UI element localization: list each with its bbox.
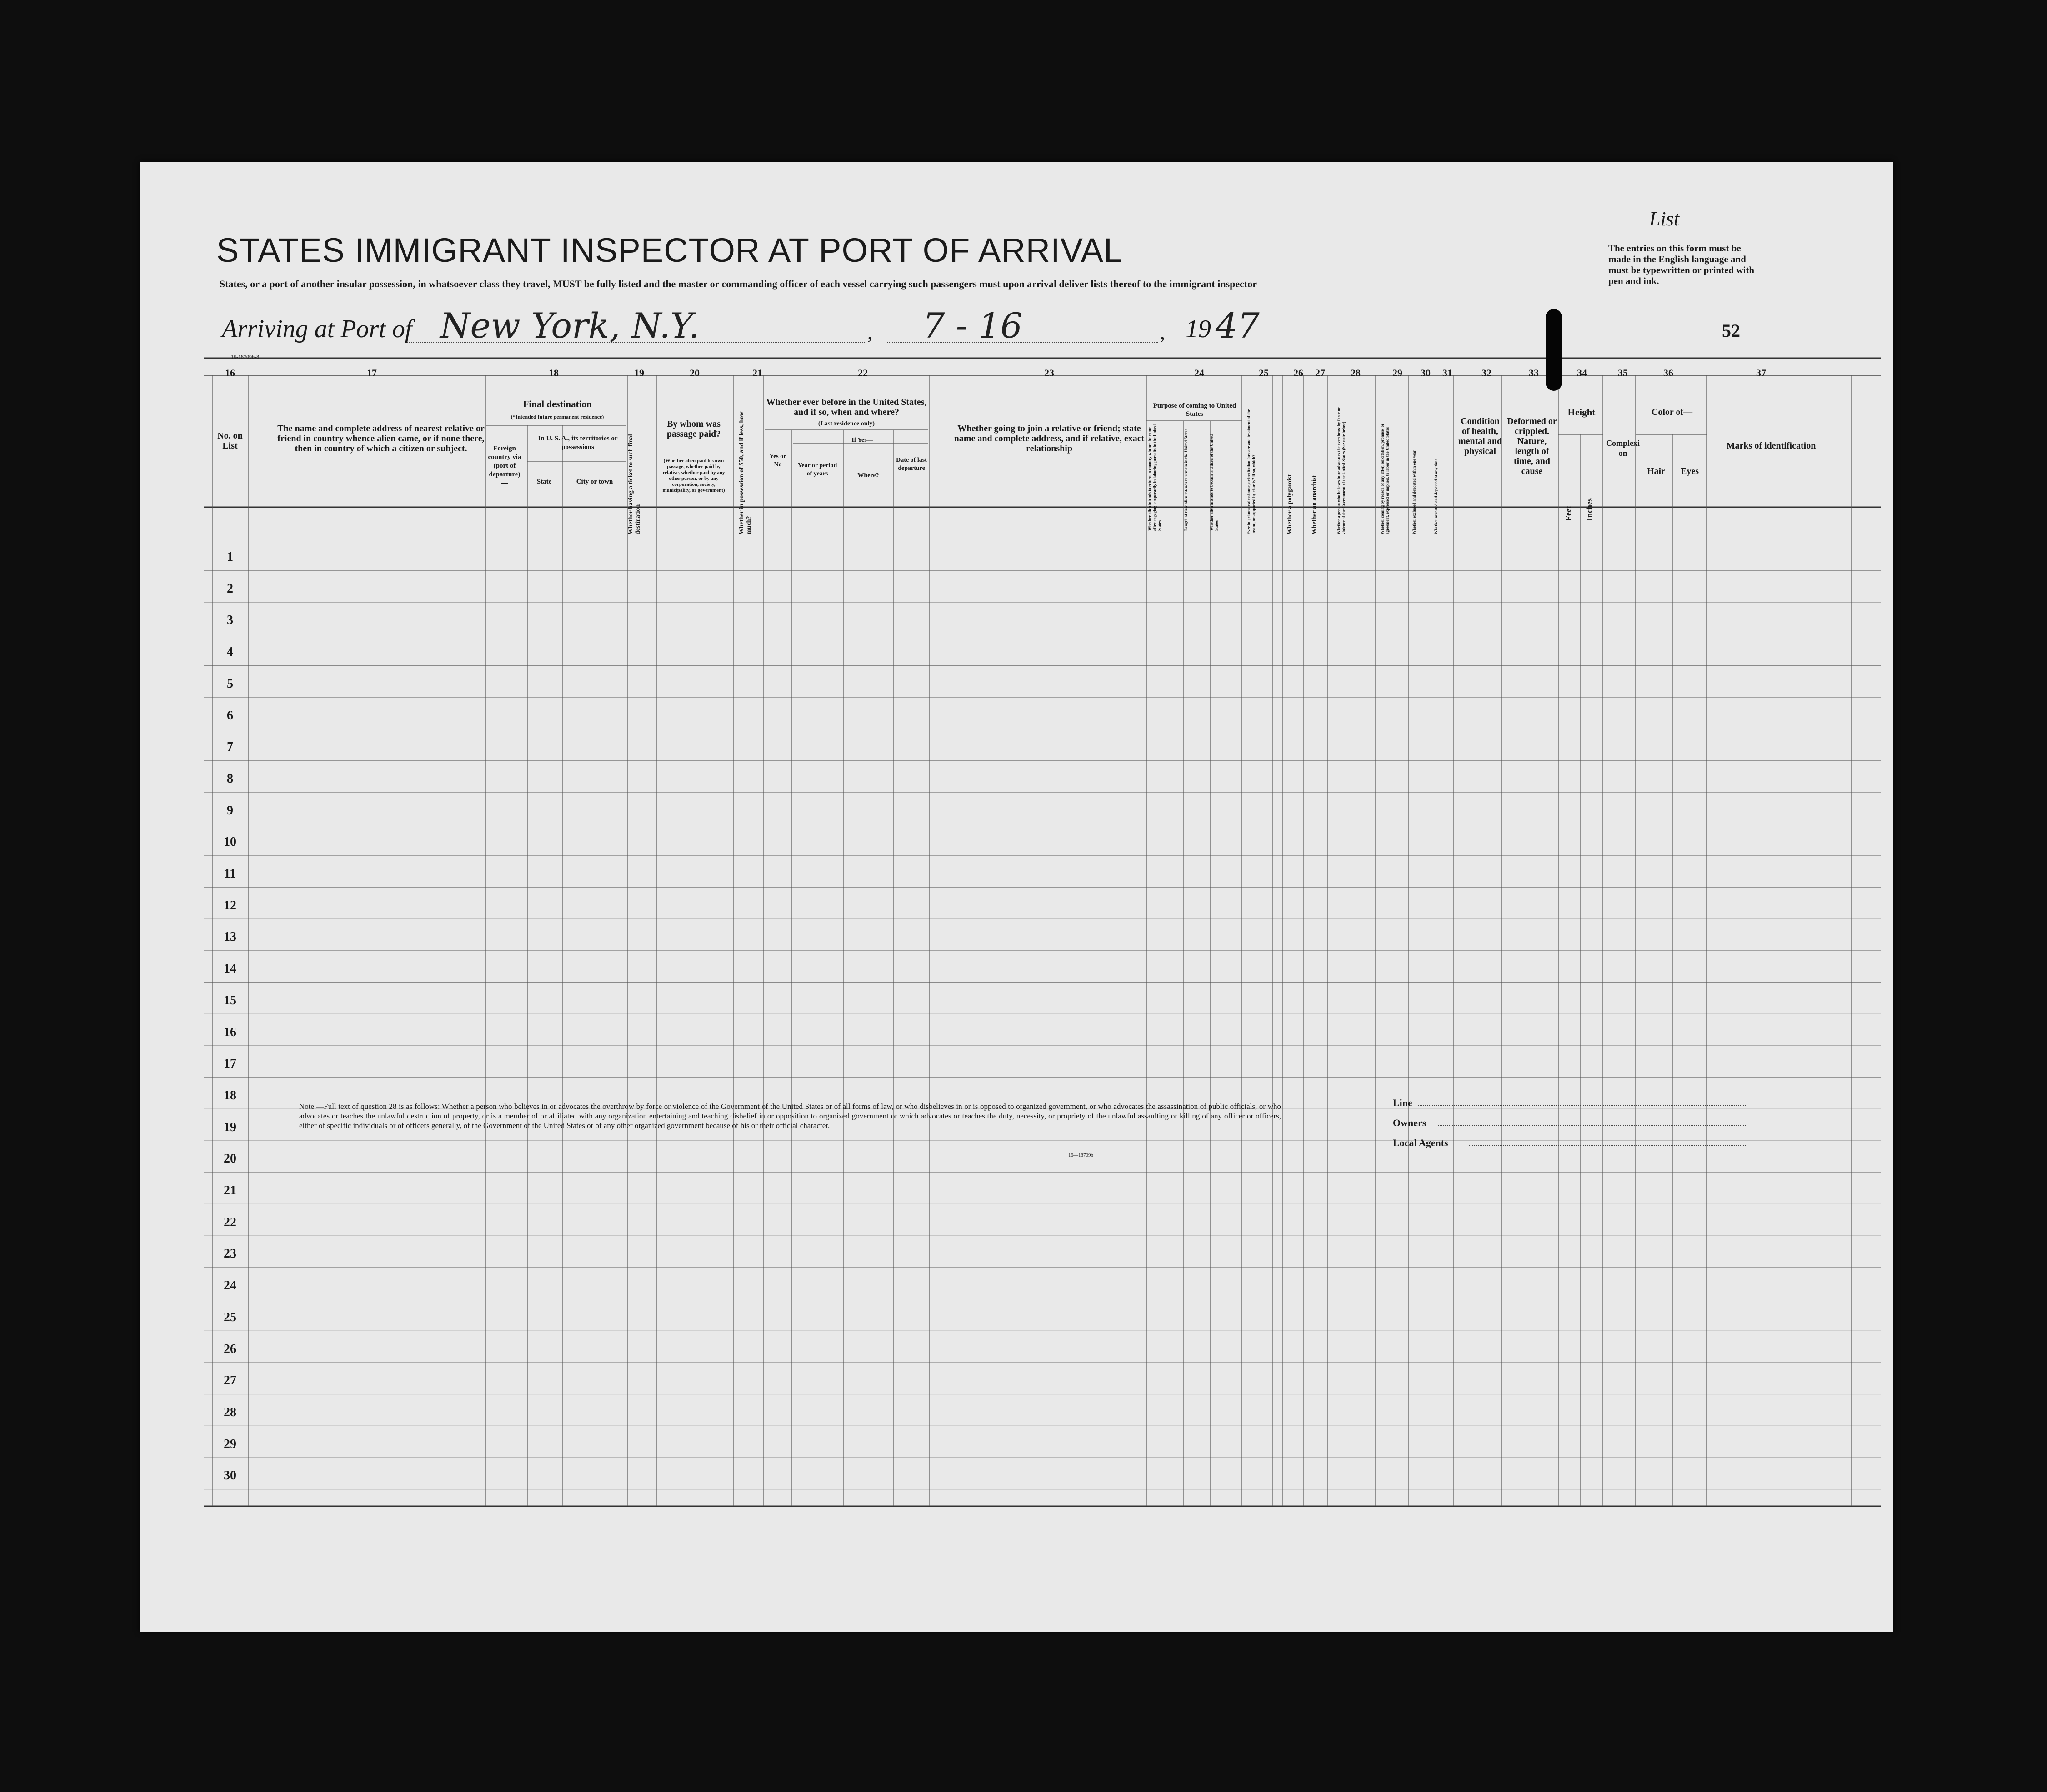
row-number: 28 bbox=[224, 1405, 236, 1419]
col-num-22: 22 bbox=[858, 367, 868, 379]
header-eyes: Eyes bbox=[1681, 466, 1699, 476]
header-no-on-list: No. on List bbox=[217, 431, 243, 451]
header-purpose-return: Whether alien intends to return to country whence he came after engaging temporarily in laboring pursuits in the United States bbox=[1147, 424, 1162, 531]
col-num-37: 37 bbox=[1756, 367, 1766, 379]
header-fifty-dollars: Whether in possession of $50, and if less, how much? bbox=[738, 411, 752, 534]
col-num-18: 18 bbox=[549, 367, 559, 379]
col-num-24: 24 bbox=[1194, 367, 1204, 379]
header-condition-health: Condition of health, mental and physical bbox=[1458, 416, 1502, 456]
row-number: 16 bbox=[224, 1025, 236, 1039]
row-number: 12 bbox=[224, 898, 236, 913]
row-number: 17 bbox=[224, 1057, 236, 1071]
row-number: 10 bbox=[224, 835, 236, 849]
footer-note: Note.—Full text of question 28 is as follows: Whether a person who believes in or advocates the overthrow by force or violence of the Government of the United States or of all forms of law, or who disbelieves in or is opposed to organized government, or who advocates the assassination of public officials, or who advocates or teaches the unlawful destruction of property, or is a member of or affiliated with any organization entertaining and teaching disbelief in or opposition to organized government or which advocates or teaches the duty, necessity, or propriety of the unlawful assaulting or killing of any officer or officers, either of specific individuals or of officers generally, of the Government of the United States or of any other organized government because of his or their official character. bbox=[299, 1102, 1281, 1130]
port-value: New York, N.Y. bbox=[440, 305, 700, 346]
header-polygamist: Whether a polygamist bbox=[1286, 474, 1293, 534]
header-foreign-country: Foreign country via (port of departure)— bbox=[488, 445, 521, 487]
list-label: List bbox=[1649, 208, 1680, 230]
instructions-line-4: pen and ink. bbox=[1608, 275, 1659, 286]
header-complexion: Complexion bbox=[1606, 439, 1640, 458]
header-deformed: Deformed or crippled. Nature, length of time, and cause bbox=[1507, 416, 1557, 476]
row-number: 21 bbox=[224, 1183, 236, 1198]
header-color-of: Color of— bbox=[1651, 407, 1693, 417]
footer-agents-label: Local Agents bbox=[1393, 1137, 1448, 1148]
arriving-label: Arriving at Port of bbox=[222, 315, 412, 343]
instructions-line-2: made in the English language and bbox=[1608, 254, 1746, 265]
header-passage-paid-note: (Whether alien paid his own passage, whether paid by relative, whether paid by any other person, or by any corporation, society, municipality, or government) bbox=[662, 458, 725, 493]
footer-form-code: 16—18709b bbox=[1068, 1153, 1093, 1158]
year-value: 47 bbox=[1216, 305, 1260, 346]
page-title: STATES IMMIGRANT INSPECTOR AT PORT OF ARRIVAL bbox=[216, 231, 1123, 269]
col-num-19: 19 bbox=[634, 367, 644, 379]
row-number: 3 bbox=[227, 613, 233, 628]
header-city: City or town bbox=[576, 478, 613, 485]
header-feet: Feet bbox=[1564, 506, 1573, 521]
header-nearest-relative: The name and complete address of nearest relative or friend in country whence alien came, or if none there, then in country of which a citizen or subject. bbox=[277, 424, 485, 454]
col-num-33: 33 bbox=[1529, 367, 1539, 379]
header-final-destination: Final destination bbox=[523, 399, 592, 409]
date-comma-2: , bbox=[1160, 321, 1165, 344]
row-number: 26 bbox=[224, 1342, 236, 1356]
row-number: 1 bbox=[227, 550, 233, 564]
date-comma: , bbox=[867, 321, 872, 344]
row-number: 6 bbox=[227, 708, 233, 723]
row-number: 25 bbox=[224, 1310, 236, 1324]
header-date-last-departure: Date of last departure bbox=[896, 457, 927, 472]
col-num-32: 32 bbox=[1481, 367, 1491, 379]
header-ever-before: Whether ever before in the United States, and if so, when and where? bbox=[766, 397, 927, 417]
row-number: 20 bbox=[224, 1152, 236, 1166]
col-num-28: 28 bbox=[1351, 367, 1361, 379]
col-num-30: 30 bbox=[1421, 367, 1431, 379]
instructions-line-1: The entries on this form must be bbox=[1608, 243, 1741, 254]
header-passage-paid: By whom was passage paid? bbox=[666, 419, 721, 439]
row-number: 27 bbox=[224, 1373, 236, 1388]
col-num-27: 27 bbox=[1315, 367, 1325, 379]
footer-owners-label: Owners bbox=[1393, 1117, 1426, 1128]
row-number: 29 bbox=[224, 1437, 236, 1451]
row-number: 14 bbox=[224, 962, 236, 976]
header-ticket: Whether having a ticket to such final destination bbox=[627, 434, 641, 534]
row-number: 11 bbox=[224, 867, 236, 881]
table-grid bbox=[140, 162, 1893, 1632]
col-num-20: 20 bbox=[690, 367, 700, 379]
row-number: 24 bbox=[224, 1278, 236, 1293]
header-arrested: Whether arrested and deported at any time bbox=[1434, 459, 1438, 534]
row-number: 2 bbox=[227, 581, 233, 596]
header-final-destination-note: (*Intended future permanent residence) bbox=[510, 414, 604, 420]
date-value: 7 - 16 bbox=[923, 305, 1023, 346]
header-purpose-citizen: Whether alien intends to become a citizen of the United States bbox=[1209, 434, 1219, 531]
page-subtitle: States, or a port of another insular possession, in whatsoever class they travel, MUST be fully listed and the master or commanding officer of each vessel carrying such passengers must upon arrival deliver lists thereof to the immigrant inspector bbox=[220, 278, 1257, 290]
form-code: 16-18709b-8 bbox=[231, 354, 259, 360]
header-join-relative: Whether going to join a relative or friend; state name and complete address, and if relative, exact relationship bbox=[954, 424, 1145, 454]
header-state: State bbox=[536, 478, 552, 485]
year-prefix: 19 bbox=[1186, 315, 1211, 343]
col-num-16: 16 bbox=[225, 367, 235, 379]
header-purpose: Purpose of coming to United States bbox=[1153, 402, 1236, 418]
col-num-23: 23 bbox=[1044, 367, 1054, 379]
instructions-line-3: must be typewritten or printed with bbox=[1608, 265, 1755, 275]
page-number: 52 bbox=[1722, 320, 1740, 341]
header-marks-identification: Marks of identification bbox=[1726, 441, 1816, 451]
header-purpose-length: Length of time alien intends to remain in the United States bbox=[1184, 429, 1188, 531]
header-anarchist: Whether an anarchist bbox=[1311, 475, 1318, 534]
row-number: 19 bbox=[224, 1120, 236, 1134]
col-num-36: 36 bbox=[1663, 367, 1673, 379]
col-num-17: 17 bbox=[367, 367, 377, 379]
header-excluded: Whether excluded and deported within one year bbox=[1412, 450, 1416, 534]
manifest-sheet bbox=[140, 162, 1893, 1632]
header-yes-no: Yes or No bbox=[769, 453, 786, 468]
footer-line-field bbox=[1418, 1105, 1746, 1106]
header-hair: Hair bbox=[1647, 466, 1665, 476]
header-inches: Inches bbox=[1585, 498, 1594, 521]
col-num-31: 31 bbox=[1442, 367, 1452, 379]
ink-blot bbox=[1546, 309, 1562, 391]
header-year-period: Year or period of years bbox=[797, 462, 837, 477]
header-offer-labor: Whether coming by reason of any offer, solicitation, promise, or agreement, expressed or implied, to labor in the United States bbox=[1380, 424, 1390, 534]
row-number: 13 bbox=[224, 930, 236, 944]
row-number: 18 bbox=[224, 1088, 236, 1103]
footer-line-label: Line bbox=[1393, 1097, 1412, 1108]
header-if-yes: If Yes— bbox=[851, 437, 873, 444]
row-number: 23 bbox=[224, 1247, 236, 1261]
col-num-35: 35 bbox=[1618, 367, 1628, 379]
col-num-34: 34 bbox=[1577, 367, 1587, 379]
col-num-26: 26 bbox=[1293, 367, 1303, 379]
row-number: 4 bbox=[227, 645, 233, 659]
col-num-25: 25 bbox=[1259, 367, 1269, 379]
header-prison: Ever in prison or almshouse, or institution for care and treatment of the insane, or supported by charity? If so, which? bbox=[1246, 409, 1256, 534]
header-overthrow: Whether a person who believes in or advocates the overthrow by force or violence of the Government of the United States (See note below) bbox=[1336, 407, 1346, 534]
footer-owners-field bbox=[1438, 1125, 1746, 1126]
header-where: Where? bbox=[857, 472, 879, 479]
header-in-usa: In U. S. A., its territories or possessions bbox=[538, 435, 618, 451]
row-number: 22 bbox=[224, 1215, 236, 1229]
col-num-29: 29 bbox=[1392, 367, 1402, 379]
row-number: 7 bbox=[227, 740, 233, 754]
row-number: 30 bbox=[224, 1468, 236, 1483]
row-number: 15 bbox=[224, 993, 236, 1008]
row-number: 9 bbox=[227, 803, 233, 818]
header-last-residence: (Last residence only) bbox=[818, 420, 875, 427]
header-height: Height bbox=[1567, 407, 1596, 418]
row-number: 8 bbox=[227, 771, 233, 786]
row-number: 5 bbox=[227, 676, 233, 691]
col-num-21: 21 bbox=[752, 367, 762, 379]
footer-agents-field bbox=[1469, 1145, 1746, 1146]
